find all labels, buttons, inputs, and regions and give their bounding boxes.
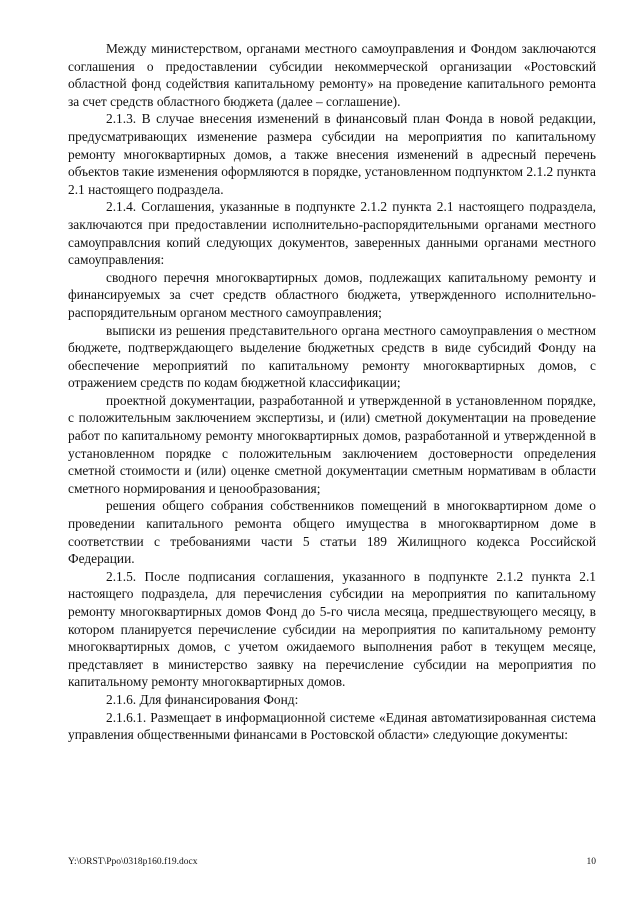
paragraph: сводного перечня многоквартирных домов, подлежащих капитальному ремонту и финансируемых за счет средств областного бюджета, утвержденного исполнительно-распорядительным органом местного самоуправления;: [68, 269, 596, 320]
paragraph: 2.1.3. В случае внесения изменений в финансовый план Фонда в новой редакции, предусматривающих изменение размера субсидии на мероприятия по капитальному ремонту многоквартирных домов, а также внесения изменений в адресный перечень объектов такие изменения оформляются в порядке, установленном подпунктом 2.1.2 пункта 2.1 настоящего подраздела.: [68, 111, 596, 197]
paragraph: 2.1.6.1. Размещает в информационной системе «Единая автоматизированная система управления общественными финансами в Ростовской области» следующие документы:: [68, 709, 596, 743]
page-number: 10: [586, 857, 596, 867]
footer-file-path: Y:\ORST\Ppo\0318p160.f19.docx: [68, 857, 198, 867]
document-body: [68, 40, 596, 744]
paragraph: 2.1.5. После подписания соглашения, указанного в подпункте 2.1.2 пункта 2.1 настоящего подраздела, для перечисления субсидии на мероприятия по капитальному ремонту многоквартирных домов Фонд до 5-го числа месяца, предшествующего месяцу, в котором планируется перечисление субсидии на мероприятия по капитальному ремонту многоквартирных домов, с учетом ожидаемого выполнения работ в текущем месяце, представляет в министерство заявку на перечисление субсидии на мероприятия по капитальному ремонту многоквартирных домов.: [68, 568, 596, 690]
paragraph: решения общего собрания собственников помещений в многоквартирном доме о проведении капитального ремонта общего имущества в многоквартирном доме в соответствии с требованиями части 5 статьи 189 Жилищного кодекса Российской Федерации.: [68, 498, 596, 567]
paragraph: 2.1.6. Для финансирования Фонд:: [106, 691, 299, 707]
page-footer: [68, 857, 596, 873]
paragraph: проектной документации, разработанной и утвержденной в установленном порядке, с положительным заключением экспертизы, и (или) сметной документации на проведение работ по капитальному ремонту многоквартирных домов, разработанной и утвержденной в установленном порядке с положительным заключением достоверности определения сметной стоимости и (или) оценке сметной документации сметным нормативам в области сметного нормирования и ценообразования;: [68, 392, 596, 496]
paragraph: Между министерством, органами местного самоуправления и Фондом заключаются соглашения о предоставлении субсидии некоммерческой организации «Ростовский областной фонд содействия капитальному ремонту» на проведение капитального ремонта за счет средств областного бюджета (далее – соглашение).: [68, 41, 596, 109]
paragraph: выписки из решения представительного органа местного самоуправления о местном бюджете, подтверждающего выделение бюджетных средств в виде субсидий Фонду на обеспечение мероприятий по капитальному ремонту многоквартирных домов, с отражением средств по кодам бюджетной классификации;: [68, 322, 596, 391]
paragraph: 2.1.4. Соглашения, указанные в подпункте 2.1.2 пункта 2.1 настоящего подраздела, заключаются при предоставлении исполнительно-распорядительными органами местного самоуправлсния копий следующих документов, заверенных данными органами местного самоуправления:: [68, 199, 596, 268]
